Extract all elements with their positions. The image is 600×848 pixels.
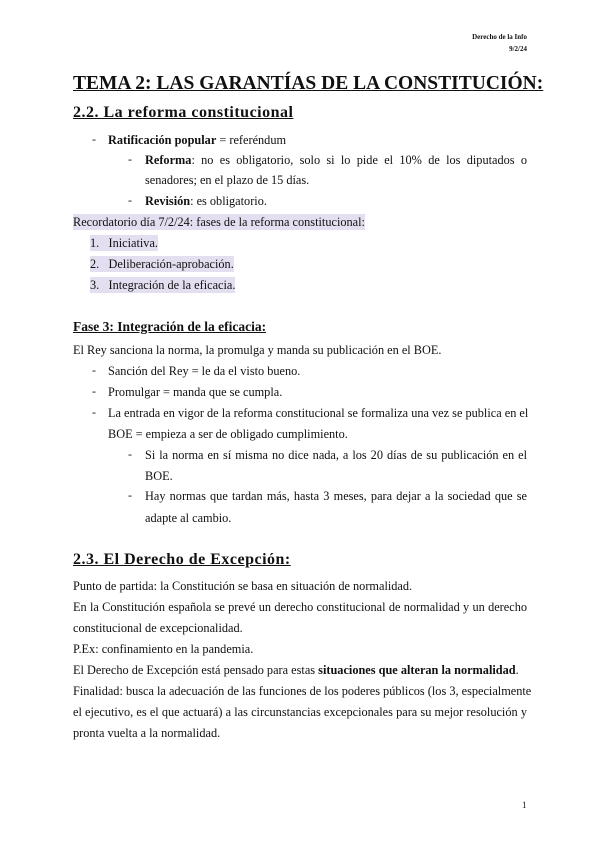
bullet-dash: -: [92, 132, 96, 146]
paragraph-line: En la Constitución española se prevé un derecho constitucional de normalidad y un derecho: [73, 600, 527, 614]
paragraph-line: P.Ex: confinamiento en la pandemia.: [73, 642, 254, 656]
paragraph-line: Punto de partida: la Constitución se basa en situación de normalidad.: [73, 579, 413, 593]
bullet-dash: -: [128, 447, 132, 461]
revision-item: Revisión: es obligatorio.: [145, 194, 267, 208]
reforma-item-cont: senadores; en el plazo de 15 días.: [145, 173, 310, 187]
fase-list-item: 2. Deliberación-aprobación.: [90, 257, 234, 271]
fase3-intro: El Rey sanciona la norma, la promulga y manda su publicación en el BOE.: [73, 343, 442, 357]
fase3-item-cont: BOE = empieza a ser de obligado cumplimiento.: [108, 427, 348, 441]
recordatorio-text: Recordatorio día 7/2/24: fases de la reforma constitucional:: [73, 215, 365, 229]
paragraph-line: el ejecutivo, es el que actuará) a las circunstancias excepcionales para su mejor resolución y: [73, 705, 527, 719]
page-title: TEMA 2: LAS GARANTÍAS DE LA CONSTITUCIÓN:: [73, 73, 544, 94]
fase3-item: Promulgar = manda que se cumpla.: [108, 385, 283, 399]
page-number: 1: [522, 800, 527, 810]
bullet-dash: -: [128, 488, 132, 502]
paragraph-line: Finalidad: busca la adecuación de las funciones de los poderes públicos (los 3, especialmente: [73, 684, 532, 698]
fase3-subitem-cont: BOE.: [145, 469, 173, 483]
bullet-dash: -: [92, 405, 96, 419]
paragraph-line: pronta vuelta a la normalidad.: [73, 726, 221, 740]
fase-list-item: 1. Iniciativa.: [90, 236, 158, 250]
ratificacion-item: Ratificación popular = referéndum: [108, 133, 287, 147]
header-course: Derecho de la Info: [472, 33, 527, 41]
section-heading-2-3: 2.3. El Derecho de Excepción:: [73, 551, 291, 568]
reforma-item: Reforma: no es obligatorio, solo si lo pide el 10% de los diputados o: [145, 153, 527, 167]
fase3-item: La entrada en vigor de la reforma constitucional se formaliza una vez se publica en el: [108, 406, 529, 420]
fase3-subitem: Si la norma en sí misma no dice nada, a los 20 días de su publicación en el: [145, 448, 527, 462]
fase3-subitem: Hay normas que tardan más, hasta 3 meses, para dejar a la sociedad que se: [145, 489, 527, 503]
section-heading-2-2: 2.2. La reforma constitucional: [73, 104, 294, 121]
bullet-dash: -: [92, 363, 96, 377]
header-date: 9/2/24: [509, 45, 527, 53]
bullet-dash: -: [128, 193, 132, 207]
fase3-item: Sanción del Rey = le da el visto bueno.: [108, 364, 301, 378]
fase3-heading: Fase 3: Integración de la eficacia:: [73, 319, 267, 334]
fase3-subitem-cont: adapte al cambio.: [145, 511, 232, 525]
paragraph-line: constitucional de excepcionalidad.: [73, 621, 243, 635]
bullet-dash: -: [92, 384, 96, 398]
fase-list-item: 3. Integración de la eficacia.: [90, 278, 236, 292]
bullet-dash: -: [128, 152, 132, 166]
paragraph-line: El Derecho de Excepción está pensado para estas situaciones que alteran la normalidad.: [73, 663, 519, 677]
